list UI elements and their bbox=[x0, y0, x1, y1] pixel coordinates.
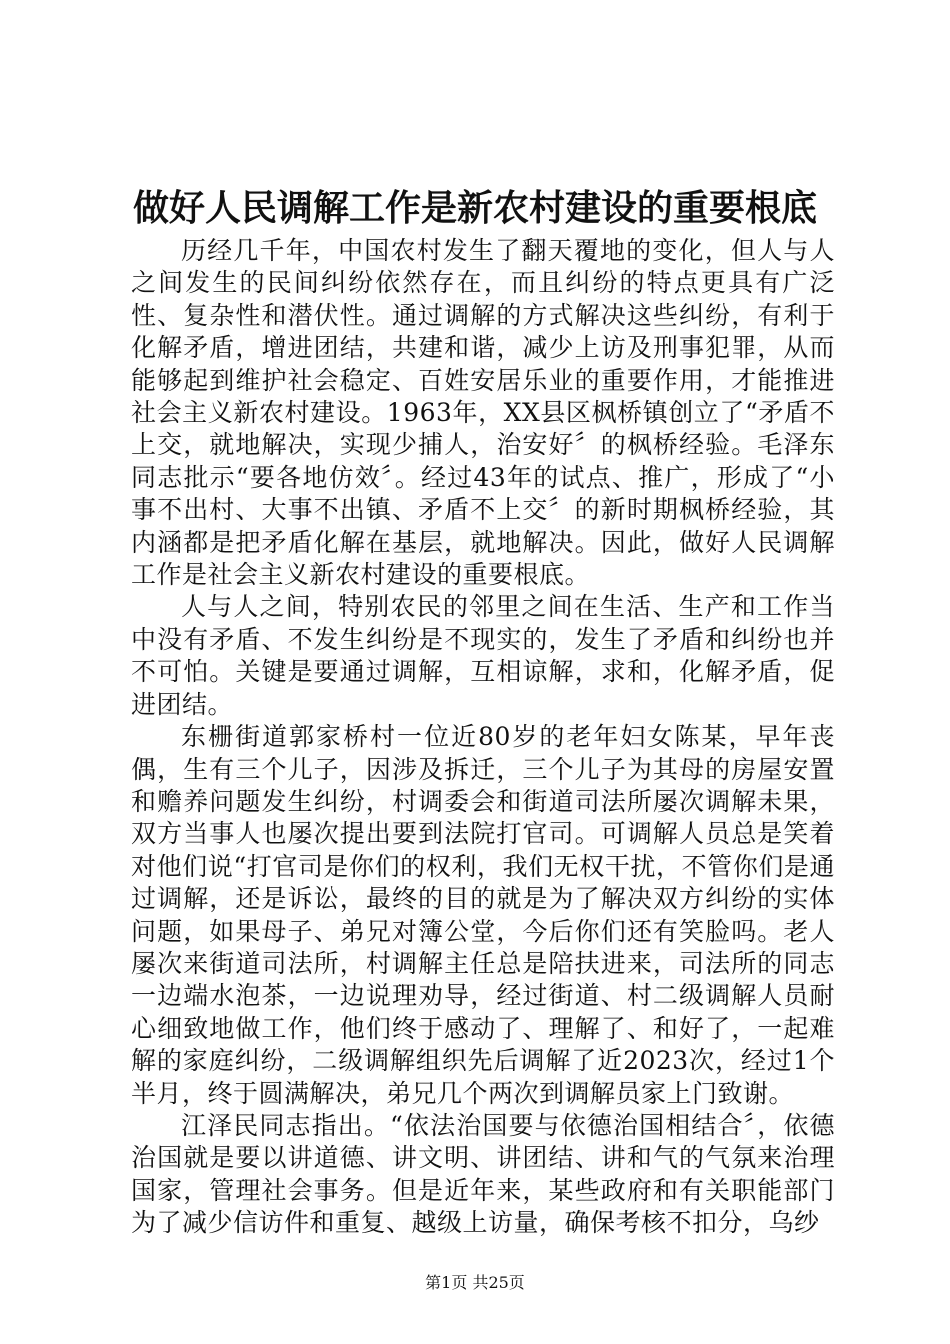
page-number-footer: 第1页 共25页 bbox=[425, 1273, 525, 1292]
document-body bbox=[131, 235, 835, 1240]
paragraph-3: 东栅街道郭家桥村一位近80岁的老年妇女陈某，早年丧偶，生有三个儿子，因涉及拆迁，三个儿子为其母的房屋安置和赡养问题发生纠纷，村调委会和街道司法所屡次调解未果，双方当事人也屡次提出要到法院打官司。可调解人员总是笑着对他们说“打官司是你们的权利，我们无权干扰，不管你们是通过调解，还是诉讼，最终的目的就是为了解决双方纠纷的实体问题，如果母子、弟兄对簿公堂，今后你们还有笑脸吗。老人屡次来街道司法所，村调解主任总是陪扶进来，司法所的同志一边端水泡茶，一边说理劝导，经过街道、村二级调解人员耐心细致地做工作，他们终于感动了、理解了、和好了，一起难解的家庭纠纷，二级调解组织先后调解了近2023次，经过1个半月，终于圆满解决，弟兄几个两次到调解员家上门致谢。 bbox=[131, 722, 835, 1108]
paragraph-4: 江泽民同志指出。“依法治国要与依德治国相结合〞，依德治国就是要以讲道德、讲文明、讲团结、讲和气的气氛来治理国家，管理社会事务。但是近年来，某些政府和有关职能部门为了减少信访件和重复、越级上访量，确保考核不扣分，乌纱 bbox=[131, 1110, 835, 1238]
paragraph-1: 历经几千年，中国农村发生了翻天覆地的变化，但人与人之间发生的民间纠纷依然存在，而且纠纷的特点更具有广泛性、复杂性和潜伏性。通过调解的方式解决这些纠纷，有利于化解矛盾，增进团结，共建和谐，减少上访及刑事犯罪，从而能够起到维护社会稳定、百姓安居乐业的重要作用，才能推进社会主义新农村建设。1963年，XX县区枫桥镇创立了“矛盾不上交，就地解决，实现少捕人，治安好〞的枫桥经验。毛泽东同志批示“要各地仿效〞。经过43年的试点、推广，形成了“小事不出村、大事不出镇、矛盾不上交〞的新时期枫桥经验，其内涵都是把矛盾化解在基层，就地解决。因此，做好人民调解工作是社会主义新农村建设的重要根底。 bbox=[131, 236, 835, 590]
document-title: 做好人民调解工作是新农村建设的重要根底 bbox=[132, 187, 817, 229]
paragraph-2: 人与人之间，特别农民的邻里之间在生活、生产和工作当中没有矛盾、不发生纠纷是不现实的，发生了矛盾和纠纷也并不可怕。关键是要通过调解，互相谅解，求和，化解矛盾，促进团结。 bbox=[131, 592, 835, 719]
